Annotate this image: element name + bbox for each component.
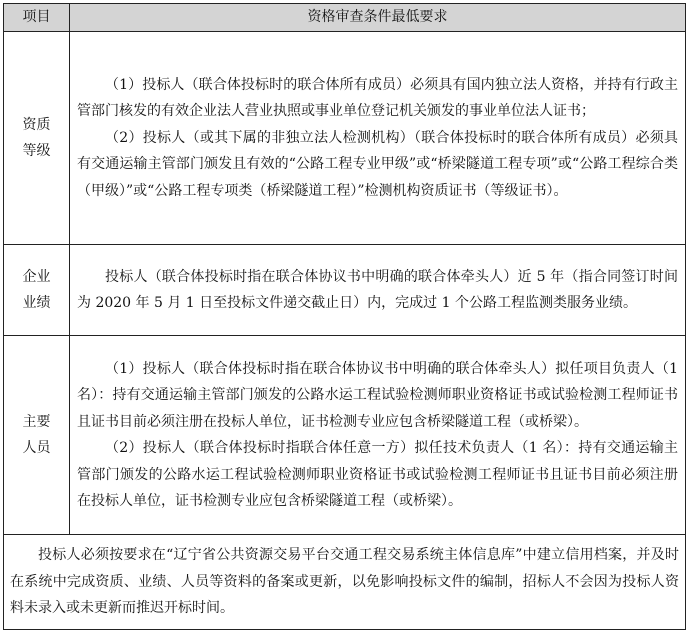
row-label-line: 主要 [22,413,51,430]
row-label-line: 业绩 [22,295,51,311]
requirements-table [3,3,686,630]
requirement-paragraph: （2）投标人（或其下属的非独立法人检测机构）（联合体投标时的联合体所有成员）必须具有交通运输主管部门颁发且有效的“公路工程专业甲级”或“桥梁隧道工程专项”或“公路工程综合类（甲级）”或“公路工程专项类（桥梁隧道工程）”检测机构资质证书（等级证书）。 [77,129,678,199]
footer-text: 投标人必须按要求在“辽宁省公共资源交易平台交通工程交易系统主体信息库”中建立信用档案，并及时在系统中完成资质、业绩、人员等资料的备案或更新，以免影响投标文件的编制，招标人不会因为投标人资料未录入或未更新而推迟开标时间。 [10,547,679,617]
row-label-performance [4,245,70,336]
row-content-qualification [70,32,686,245]
header-item: 项目 [4,4,70,32]
row-label-line: 人员 [22,440,51,456]
table-row [4,336,686,535]
row-label-line: 资质 [22,116,51,133]
requirement-paragraph: （1）投标人（联合体投标时的联合体所有成员）必须具有国内独立法人资格，并持有行政主管部门核发的有效企业法人营业执照或事业单位登记机关颁发的事业单位法人证书； [77,76,678,120]
table-header-row [4,4,686,32]
footer-note [4,535,686,630]
row-label-qualification [4,32,70,245]
row-content-performance [70,245,686,336]
row-label-personnel [4,336,70,535]
table-footer-row [4,535,686,630]
row-content-personnel [70,336,686,535]
table-row [4,245,686,336]
row-label-line: 等级 [22,143,51,159]
row-label-line: 企业 [22,268,51,285]
requirement-paragraph: （1）投标人（联合体投标时指在联合体协议书中明确的联合体牵头人）拟任项目负责人（1 名）：持有交通运输主管部门颁发的公路水运工程试验检测师职业资格证书或试验检测工程师证书且证书目前必须注册在投标人单位，证书检测专业应包含桥梁隧道工程（或桥梁）。 [77,360,678,430]
requirement-paragraph: （2）投标人（联合体投标时指联合体任意一方）拟任技术负责人（1 名）：持有交通运输主管部门颁发的公路水运工程试验检测师职业资格证书或试验检测工程师证书且证书目前必须注册在投标人单位，证书检测专业应包含桥梁隧道工程（或桥梁）。 [77,440,678,509]
requirement-paragraph: 投标人（联合体投标时指在联合体协议书中明确的联合体牵头人）近 5 年（指合同签订时间为 2020 年 5 月 1 日至投标文件递交截止日）内，完成过 1 个公路工程监测类服务业绩。 [77,268,678,311]
table-row [4,32,686,245]
header-requirements: 资格审查条件最低要求 [70,4,686,32]
